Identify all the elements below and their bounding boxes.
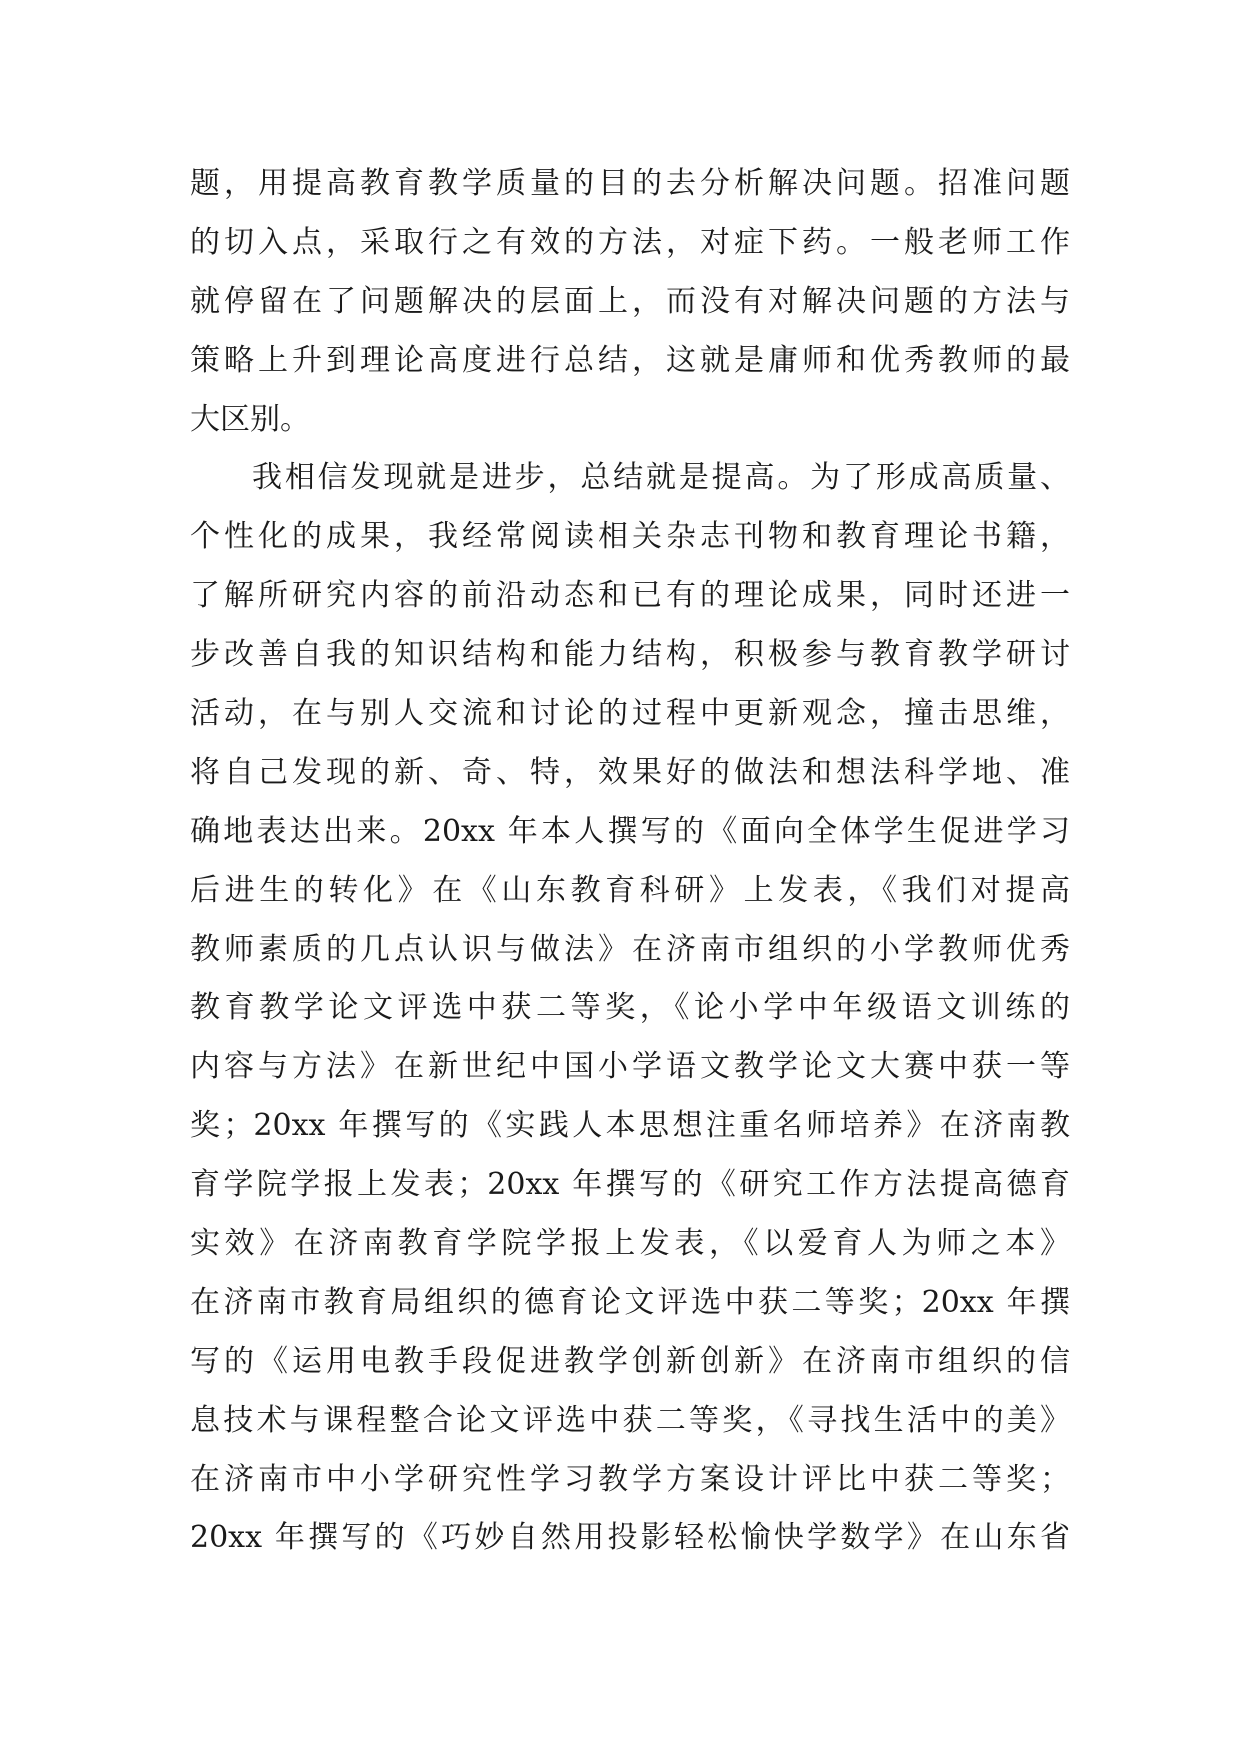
text-line: 内容与方法》在新世纪中国小学语文教学论文大赛中获一等 (190, 1049, 1070, 1085)
text-line: 个性化的成果，我经常阅读相关杂志刊物和教育理论书籍， (190, 519, 1070, 555)
text-line: 实效》在济南教育学院学报上发表，《以爱育人为师之本》 (190, 1226, 1070, 1262)
text-line: 育学院学报上发表；20xx 年撰写的《研究工作方法提高德育 (190, 1167, 1070, 1203)
text-line: 题，用提高教育教学质量的目的去分析解决问题。招准问题 (190, 166, 1070, 201)
text-line: 将自己发现的新、奇、特，效果好的做法和想法科学地、准 (190, 754, 1070, 790)
text-line: 确地表达出来。20xx 年本人撰写的《面向全体学生促进学习 (190, 813, 1070, 849)
text-line: 的切入点，采取行之有效的方法，对症下药。一般老师工作 (190, 224, 1070, 260)
text-line: 后进生的转化》在《山东教育科研》上发表，《我们对提高 (190, 872, 1070, 908)
text-line: 奖；20xx 年撰写的《实践人本思想注重名师培养》在济南教 (190, 1108, 1070, 1144)
text-line: 20xx 年撰写的《巧妙自然用投影轻松愉快学数学》在山东省 (190, 1520, 1070, 1556)
text-line: 我相信发现就是进步，总结就是提高。为了形成高质量、 (252, 460, 1070, 496)
text-line: 教师素质的几点认识与做法》在济南市组织的小学教师优秀 (190, 931, 1070, 967)
text-line: 写的《运用电教手段促进教学创新创新》在济南市组织的信 (190, 1343, 1070, 1379)
text-line: 大区别。 (190, 401, 310, 437)
text-line: 步改善自我的知识结构和能力结构，积极参与教育教学研讨 (190, 637, 1070, 673)
text-line: 就停留在了问题解决的层面上，而没有对解决问题的方法与 (190, 283, 1070, 319)
paragraph-1 (190, 155, 1070, 449)
text-line: 活动，在与别人交流和讨论的过程中更新观念，撞击思维， (190, 696, 1070, 732)
text-line: 息技术与课程整合论文评选中获二等奖，《寻找生活中的美》 (190, 1402, 1070, 1438)
text-line: 教育教学论文评选中获二等奖，《论小学中年级语文训练的 (190, 990, 1070, 1026)
text-line: 在济南市教育局组织的德育论文评选中获二等奖；20xx 年撰 (190, 1284, 1070, 1320)
text-line: 在济南市中小学研究性学习教学方案设计评比中获二等奖； (190, 1461, 1070, 1497)
text-line: 策略上升到理论高度进行总结，这就是庸师和优秀教师的最 (190, 342, 1070, 378)
text-line: 了解所研究内容的前沿动态和已有的理论成果，同时还进一 (190, 578, 1070, 614)
paragraph-2 (190, 449, 1070, 1568)
body-text (190, 155, 1070, 1568)
